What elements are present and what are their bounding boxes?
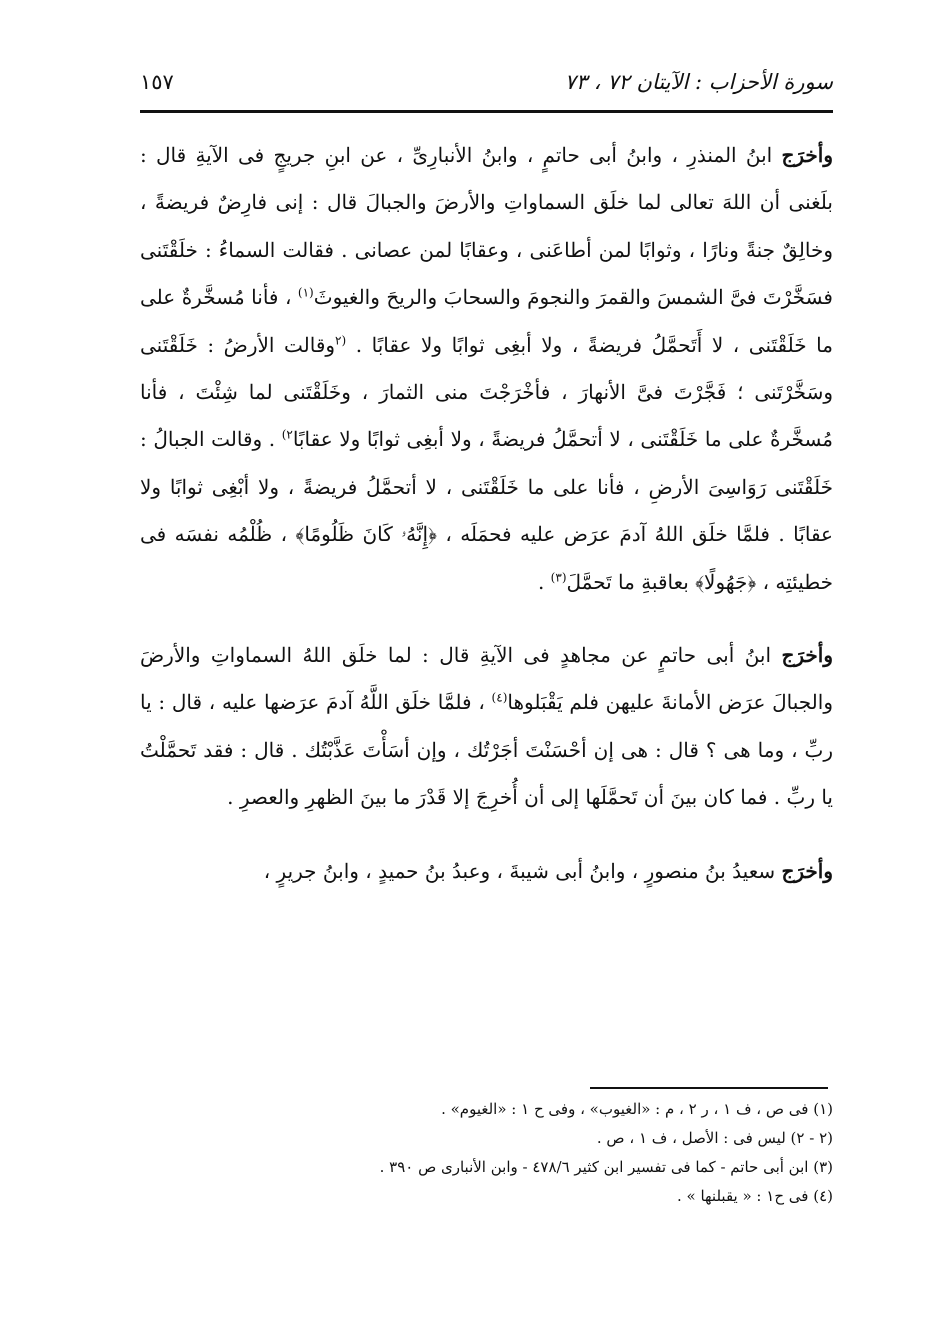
paragraph-lead: وأخرَج [781, 858, 833, 883]
text-segment: ابنُ أبى حاتمٍ عن مجاهدٍ فى الآيةِ قال : لما خلَق اللهُ السماواتِ والأرضَ والجبالَ عرَض الأمانةَ عليهن فلم يَقْبَلوها [140, 643, 833, 715]
text-segment: سعيدُ بنُ منصورٍ ، وابنُ أبى شيبةَ ، وعبدُ بنُ حميدٍ ، وابنُ جريرٍ ، [263, 858, 782, 883]
footnote-marker: (٤) [491, 690, 508, 705]
footnote-marker: ٢) [281, 427, 293, 442]
footnote-marker: (٢ [335, 332, 347, 347]
text-segment: ، فأنا مُسخَّرةٌ على ما خَلَقْتَنى ، لا أَتَحمَّلُ فريضةً ، ولا أبغِى ثوابًا ولا عقابًا . [140, 285, 833, 357]
page-number: ١٥٧ [140, 70, 174, 94]
paragraph [140, 132, 833, 606]
surah-title: سورة الأحزاب : الآيتان ٧٢ ، ٧٣ [564, 70, 833, 94]
footnote: (١) فى ص ، ف ١ ، ر ٢ ، م : «الغيوب» ، وفى ح ١ : «الغيوم» . [441, 1100, 833, 1118]
paragraph-lead: وأخرَج [781, 643, 833, 668]
footnote: (٤) فى ح١ : « يقبلنها » . [676, 1187, 833, 1205]
paragraph [140, 848, 833, 895]
footnote-marker: (١) [297, 285, 314, 300]
header-rule [140, 110, 833, 113]
text-segment: . [537, 569, 551, 594]
text-segment: وقالت الأرضُ : خَلَقْتَنى وسَخَّرْتَنى ؛ فَجَّرْتَ فىَّ الأنهارَ ، فأخْرَجْتَ منى الثمارَ ، وخَلَقْتَنى لما شِئْتَ ، فأنا مُسخَّرةٌ على ما خَلَقْتَنى ، لا أتحمَّلُ فريضةً ، ولا أبغِى ثوابًا ولا عقابًا [140, 332, 833, 452]
footnote: (٢ - ٢) ليس فى : الأصل ، ف ١ ، ص . [596, 1129, 833, 1147]
footnote-rule [590, 1087, 828, 1089]
footnote-marker: (٣) [550, 570, 567, 584]
paragraph [140, 632, 833, 822]
text-segment: . وقالت الجبالُ : خَلَقْتَنى رَوَاسِىَ الأرضِ ، فأنا على ما خَلَقْتَنى ، لا أتحمَّلُ فريضةً ، ولا أبْغِى ثوابًا ولا عقابًا . فلمَّا خلَق اللهُ آدمَ عرَض عليه فحمَلَه ، ﴿إِنَّهُۥ كَانَ ظَلُومًا﴾ ، ظُلْمُه نفسَه فى خطيئتِه ، ﴿جَهُولًا﴾ بعاقبةِ ما تَحمَّلَ [140, 427, 833, 594]
text-segment: ابنُ المنذرِ ، وابنُ أبى حاتمٍ ، وابنُ الأنبارِىِّ ، عن ابنِ جريجٍ فى الآيةِ قال : بلَغنى أن اللهَ تعالى لما خلَق السماواتِ والأرضَ والجبالَ قال : إنى فارِضٌ فريضةً ، وخالِقٌ جنةً ونارًا ، وثوابًا لمن أطاعَنى ، وعقابًا لمن عصانى . فقالت السماءُ : خلَقْتَنى فسَخَّرْتَ فىَّ الشمسَ والقمرَ والنجومَ والسحابَ والريحَ والغيوثَ [140, 143, 833, 310]
footnote: (٣) ابن أبى حاتم - كما فى تفسير ابن كثير ٤٧٨/٦ - وابن الأنبارى ص ٣٩٠ . [379, 1158, 833, 1176]
paragraph-lead: وأخرَج [781, 143, 833, 167]
main-text [140, 132, 833, 921]
footnotes [140, 1095, 833, 1211]
page-header [140, 62, 833, 102]
text-segment: ، فلمَّا خلَق اللَّهُ آدمَ عرَضها عليه ، قال : يا ربِّ ، وما هى ؟ قال : هى إن أحْسَنْتَ أجَرْتُك ، وإن أسَأْتَ عَذَّبْتُك . قال : فقد تَحمَّلْتُ يا ربِّ . فما كان بينَ أن تَحمَّلَها إلى أن أُخرِجَ إلا قَدْرَ ما بينَ الظهرِ والعصرِ . [140, 690, 833, 810]
